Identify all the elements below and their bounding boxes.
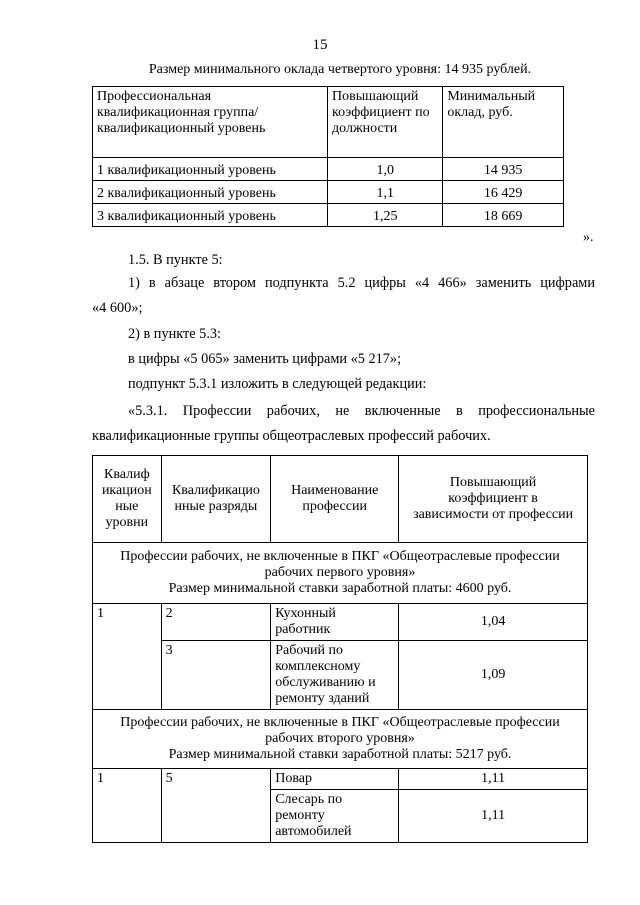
salary-cell: 18 669 xyxy=(443,204,564,227)
level-cell: 1 xyxy=(93,604,162,710)
paragraph-item-1-cont: «4 600»; xyxy=(92,300,143,316)
lead-text: Размер минимального оклада четвертого уровня: 14 935 рублей. xyxy=(148,62,532,77)
header-cell: Профессиональная квалификационная группа/квалификационный уровень xyxy=(93,87,328,158)
paragraph-subitem-intro: подпункт 5.3.1 изложить в следующей редакции: xyxy=(128,376,427,392)
group-header-cell xyxy=(93,543,588,604)
table-row xyxy=(93,769,588,790)
salary-cell: 16 429 xyxy=(443,181,564,204)
header-cell: Квалиф икацион ные уровни xyxy=(93,456,162,543)
coef-cell: 1,11 xyxy=(399,790,588,843)
grade-cell: 3 xyxy=(161,641,271,710)
level-cell: 1 квалификационный уровень xyxy=(93,158,328,181)
closing-quote: ». xyxy=(583,230,594,245)
table-row xyxy=(93,604,588,641)
level-cell: 1 xyxy=(93,769,162,843)
salary-cell: 14 935 xyxy=(443,158,564,181)
professions-table xyxy=(92,455,588,843)
paragraph-5-3-1: «5.3.1. Профессии рабочих, не включенные в профессиональные xyxy=(128,403,595,419)
level-cell: 2 квалификационный уровень xyxy=(93,181,328,204)
header-cell: Повышающий коэффициент по должности xyxy=(328,87,443,158)
table-row xyxy=(93,204,564,227)
header-cell: Наименование профессии xyxy=(271,456,399,543)
header-cell: Повышающий коэффициент в зависимости от профессии xyxy=(399,456,588,543)
table-row xyxy=(93,181,564,204)
group-header-row xyxy=(93,543,588,604)
coef-cell: 1,04 xyxy=(399,604,588,641)
table-header-row xyxy=(93,87,564,158)
profession-cell: Повар xyxy=(271,769,399,790)
paragraph-item-2: 2) в пункте 5.3: xyxy=(128,326,222,342)
group-title: Профессии рабочих, не включенные в ПКГ «Общеотраслевые профессии рабочих второго уровня» xyxy=(120,715,560,746)
paragraph-1-5: 1.5. В пункте 5: xyxy=(128,252,223,268)
salary-table xyxy=(92,86,564,227)
coef-cell: 1,25 xyxy=(328,204,443,227)
level-cell: 3 квалификационный уровень xyxy=(93,204,328,227)
profession-cell: Кухонный работник xyxy=(271,604,399,641)
coef-cell: 1,0 xyxy=(328,158,443,181)
coef-cell: 1,09 xyxy=(399,641,588,710)
table-row xyxy=(93,641,588,710)
group-rate: Размер минимальной ставки заработной платы: 4600 руб. xyxy=(168,581,512,596)
group-rate: Размер минимальной ставки заработной платы: 5217 руб. xyxy=(168,747,512,762)
profession-cell: Слесарь по ремонту автомобилей xyxy=(271,790,399,843)
paragraph-5-3-1-cont: квалификационные группы общеотраслевых профессий рабочих. xyxy=(92,428,491,444)
header-cell: Квалификацио нные разряды xyxy=(161,456,271,543)
group-header-row xyxy=(93,710,588,769)
header-cell: Минимальный оклад, руб. xyxy=(443,87,564,158)
coef-cell: 1,1 xyxy=(328,181,443,204)
page-number: 15 xyxy=(312,37,328,53)
table-header-row xyxy=(93,456,588,543)
paragraph-item-1: 1) в абзаце втором подпункта 5.2 цифры «4 466» заменить цифрами xyxy=(128,275,595,291)
profession-cell: Рабочий по комплексному обслуживанию и ремонту зданий xyxy=(271,641,399,710)
group-title: Профессии рабочих, не включенные в ПКГ «Общеотраслевые профессии рабочих первого уровня» xyxy=(120,549,560,580)
group-header-cell xyxy=(93,710,588,769)
coef-cell: 1,11 xyxy=(399,769,588,790)
table-row xyxy=(93,158,564,181)
grade-cell: 2 xyxy=(161,604,271,641)
paragraph-digits-replace: в цифры «5 065» заменить цифрами «5 217»; xyxy=(128,351,402,367)
grade-cell: 5 xyxy=(161,769,271,843)
